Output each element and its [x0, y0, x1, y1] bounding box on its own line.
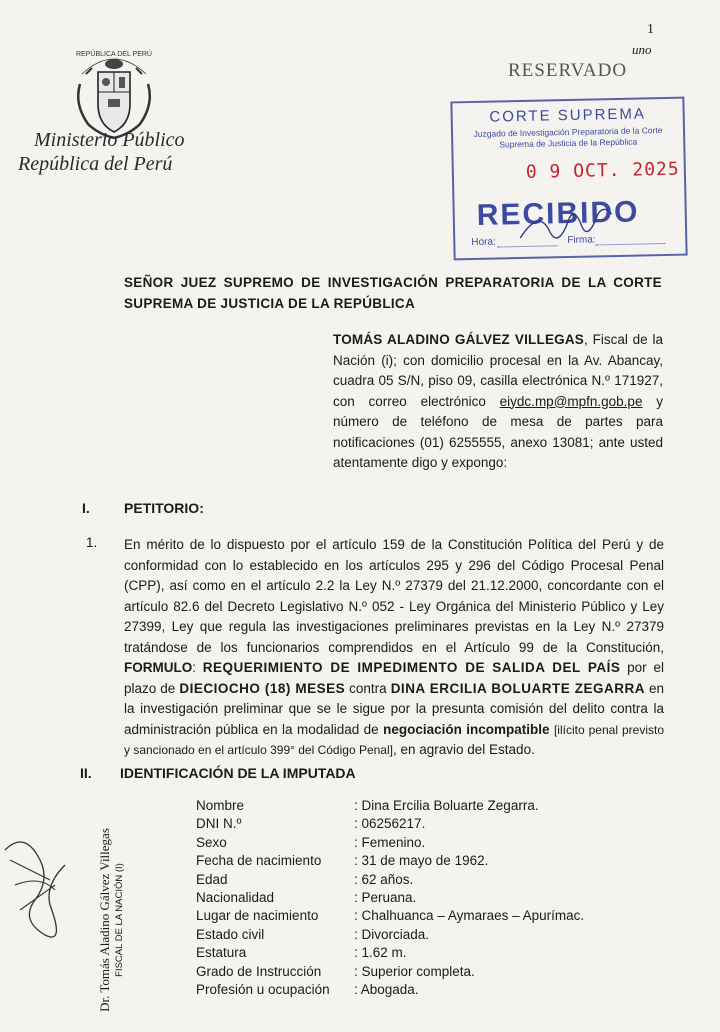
stamp-hora-label: Hora: [471, 236, 496, 249]
page-number-handwritten: uno [632, 42, 652, 57]
paragraph-1-number: 1. [86, 535, 98, 550]
reception-stamp [450, 97, 687, 261]
page-number: 1 [647, 22, 654, 37]
section-1-number: I. [82, 500, 90, 516]
p1-text-d: contra [345, 680, 391, 696]
intro-paragraph [333, 330, 663, 474]
institution-name [18, 128, 218, 176]
stamp-organization: Juzgado de Investigación Preparatoria de la Corte Suprema de Justicia de la República [473, 125, 663, 150]
id-value: : Chalhuanca – Aymaraes – Apurímac. [354, 908, 585, 924]
id-value: : Superior completa. [354, 963, 475, 979]
p1-text-e: en la investigación preliminar que se le sigue por la presunta comisión del delito contra la administración pública en la modalidad de [124, 680, 664, 737]
intro-text-2: y número de teléfono de mesa de partes para notificaciones (01) 6255555, anexo 13081; ante usted atentamente digo y expongo: [333, 393, 663, 470]
section-2-title: IDENTIFICACIÓN DE LA IMPUTADA [120, 765, 356, 781]
signer-title: FISCAL DE LA NACIÓN (I) [114, 863, 125, 977]
id-label: Lugar de nacimiento [196, 908, 319, 924]
p1-nota: [ilícito penal previsto y sancionado en el artículo 399° del Código Penal] [124, 722, 664, 757]
id-label: Edad [196, 871, 228, 887]
institution-line-2: República del Perú [18, 153, 173, 175]
fiscal-name: TOMÁS ALADINO GÁLVEZ VILLEGAS [333, 332, 585, 347]
p1-formulo: FORMULO [124, 660, 193, 675]
section-1-title: PETITORIO: [124, 500, 204, 516]
stamp-firma-label: Firma: [567, 234, 596, 247]
id-value: : 62 años. [354, 871, 414, 887]
id-value: : Abogada. [354, 981, 419, 997]
addressee: SEÑOR JUEZ SUPREMO DE INVESTIGACIÓN PREPARATORIA DE LA CORTE SUPREMA DE JUSTICIA DE LA REPÚBLICA [124, 275, 662, 311]
stamp-date: 0 9 OCT. 2025 [525, 158, 680, 183]
classification-stamp: RESERVADO [508, 60, 628, 81]
signer-name: Dr. Tomás Aladino Gálvez Villegas [97, 828, 112, 1012]
p1-plazo: DIECIOCHO (18) MESES [179, 680, 346, 696]
p1-text-a: En mérito de lo dispuesto por el artículo 159 de la Constitución Política del Perú y de conformidad con lo establecido en los artículos 295 y 296 del Código Procesal Penal (CPP), así como en el artículo 2.2 la Ley N.º 27379 del 21.12.2000, concordante con el artículo 82.6 del Decreto Legislativo N.º 052 - Ley Orgánica del Ministerio Público y Ley 27399, Ley que regula las investigaciones preliminares previstas en la Ley N.º 27379 tratándose de los funcionarios comprendidos en el Artículo 99 de la Constitución, [124, 537, 664, 655]
id-value: : 31 de mayo de 1962. [354, 853, 489, 869]
id-value: : 06256217. [354, 816, 426, 832]
crest-caption: REPÚBLICA DEL PERÚ [76, 51, 152, 58]
section-2-number: II. [80, 765, 92, 781]
stamp-court: CORTE SUPREMA [489, 105, 647, 126]
p1-requerimiento: REQUERIMIENTO DE IMPEDIMENTO DE SALIDA DEL PAÍS [202, 660, 621, 675]
id-label: Nacionalidad [196, 889, 275, 905]
p1-text-b: : [192, 660, 203, 675]
id-label: Estado civil [196, 926, 265, 942]
p1-delito: negociación incompatible [383, 721, 550, 737]
intro-text-1: , Fiscal de la Nación (i); con domicilio procesal en la Av. Abancay, cuadra 05 S/N, piso 09, casilla electrónica N.º 171927, con correo electrónico [333, 332, 663, 409]
paragraph-1 [124, 535, 664, 761]
id-value: : Peruana. [354, 889, 417, 905]
id-value: : Divorciada. [354, 926, 430, 942]
institution-line-1: Ministerio Público [34, 129, 185, 151]
id-label: Profesión u ocupación [196, 981, 330, 997]
id-label: Grado de Instrucción [196, 963, 322, 979]
id-value: : Femenino. [354, 834, 426, 850]
id-value: : 1.62 m. [354, 945, 407, 961]
id-label: DNI N.º [196, 816, 242, 832]
email-link[interactable]: eiydc.mp@mpfn.gob.pe [499, 393, 643, 409]
p1-imputada: DINA ERCILIA BOLUARTE ZEGARRA [390, 680, 645, 696]
handwritten-initials-icon [514, 196, 635, 249]
id-label: Estatura [196, 945, 247, 961]
vertical-signature-block [97, 820, 127, 1020]
p1-text-c: por el plazo de [124, 660, 664, 696]
id-label: Sexo [196, 834, 227, 850]
id-value: : Dina Ercilia Boluarte Zegarra. [354, 798, 539, 813]
p1-text-g: , en agravio del Estado. [392, 742, 535, 757]
stamp-status: RECIBIDO [476, 195, 640, 232]
id-label: Nombre [196, 798, 245, 813]
id-label: Fecha de nacimiento [196, 853, 322, 869]
